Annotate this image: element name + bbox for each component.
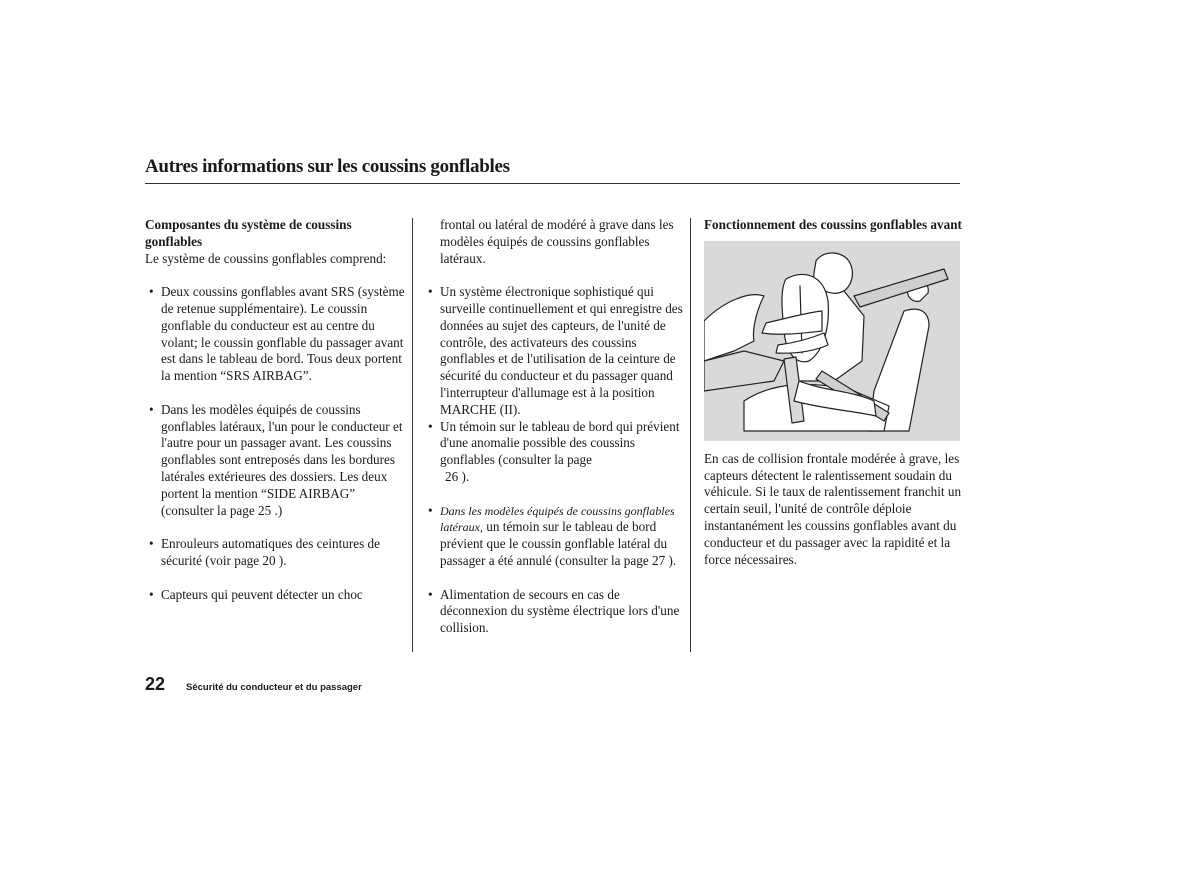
bullet-icon: • (149, 586, 154, 602)
section-heading-operation: Fonctionnement des coussins gonflables avant (704, 217, 962, 232)
list-item (145, 587, 407, 604)
list-item-text: Un système électronique sophistiqué qui surveille continuellement et qui enregistre des données au sujet des capteurs, de l'unité de contrôle, des activateurs des coussins gonflables et de l'utilisation de la ceinture de sécurité du conducteur et du passager quand l'interrupteur d'allumage est à la position MARCHE (II). (440, 284, 683, 417)
bullet-icon: • (428, 586, 433, 602)
section-footer: Sécurité du conducteur et du passager (186, 682, 362, 693)
bullet-icon: • (428, 284, 433, 300)
page-reference: 27 ). (652, 552, 677, 568)
column-divider-1 (412, 218, 413, 652)
column-continued (428, 217, 683, 637)
list-item-text: Capteurs qui peuvent détecter un choc (161, 586, 363, 602)
column-components (145, 217, 407, 603)
list-item-text: un témoin sur le tableau de bord prévient que le coussin gonflable latéral du passager a été annulé (consulter la page (440, 519, 668, 568)
continuation-text: frontal ou latéral de modéré à grave dans les modèles équipés de coussins gonflables latéraux. (440, 217, 674, 266)
list-item-text: Enrouleurs automatiques des ceintures de sécurité (voir page 20 ). (161, 536, 380, 568)
list-item (428, 419, 683, 486)
list-item (145, 536, 407, 570)
list-item-text: Un témoin sur le tableau de bord qui prévient d'une anomalie possible des coussins gonflables (consulter la page (440, 418, 680, 468)
intro-text: Le système de coussins gonflables comprend: (145, 250, 387, 266)
column-divider-2 (690, 218, 691, 652)
airbag-deployment-drawing (704, 241, 960, 441)
side-airbag-qualifier: Dans les modèles équipés de coussins gonflables latéraux, (440, 503, 675, 535)
list-item (428, 587, 683, 637)
bullet-icon: • (428, 418, 433, 434)
list-item (145, 284, 407, 385)
page-reference: 26 ). (445, 468, 470, 484)
bullet-icon: • (149, 401, 154, 417)
bullet-icon: • (149, 536, 154, 552)
section-heading-components: Composantes du système de coussins gonflables (145, 217, 352, 249)
list-item (428, 284, 683, 418)
list-item-text: Deux coussins gonflables avant SRS (système de retenue supplémentaire). Le coussin gonflable du conducteur est au centre du volant; le coussin gonflable du passager avant est dans le tableau de bord. Tous deux portent la mention “SRS AIRBAG”. (161, 284, 405, 384)
airbag-illustration (704, 241, 960, 441)
title-rule (145, 183, 960, 184)
operation-body: En cas de collision frontale modérée à grave, les capteurs détectent le ralentissement soudain du véhicule. Si le taux de ralentissement franchit un certain seuil, l'unité de contrôle déploie instantanément les coussins gonflables avant du conducteur et du passager avec la rapidité et la force nécessaires. (704, 450, 962, 567)
page-number: 22 (145, 674, 166, 694)
list-item (428, 503, 683, 570)
column-operation (704, 217, 962, 568)
list-item-text: Alimentation de secours en cas de déconnexion du système électrique lors d'une collision. (440, 586, 680, 636)
list-item (145, 402, 407, 520)
bullet-icon: • (428, 502, 433, 518)
page-title: Autres informations sur les coussins gonflables (145, 156, 510, 177)
list-item-text: Dans les modèles équipés de coussins gonflables latéraux, l'un pour le conducteur et l'autre pour un passager avant. Les coussins gonflables sont entreposés dans les bordures latérales extérieures des dossiers. Les deux portent la mention “SIDE AIRBAG” (consulter la page 25 .) (161, 401, 403, 518)
bullet-icon: • (149, 284, 154, 300)
